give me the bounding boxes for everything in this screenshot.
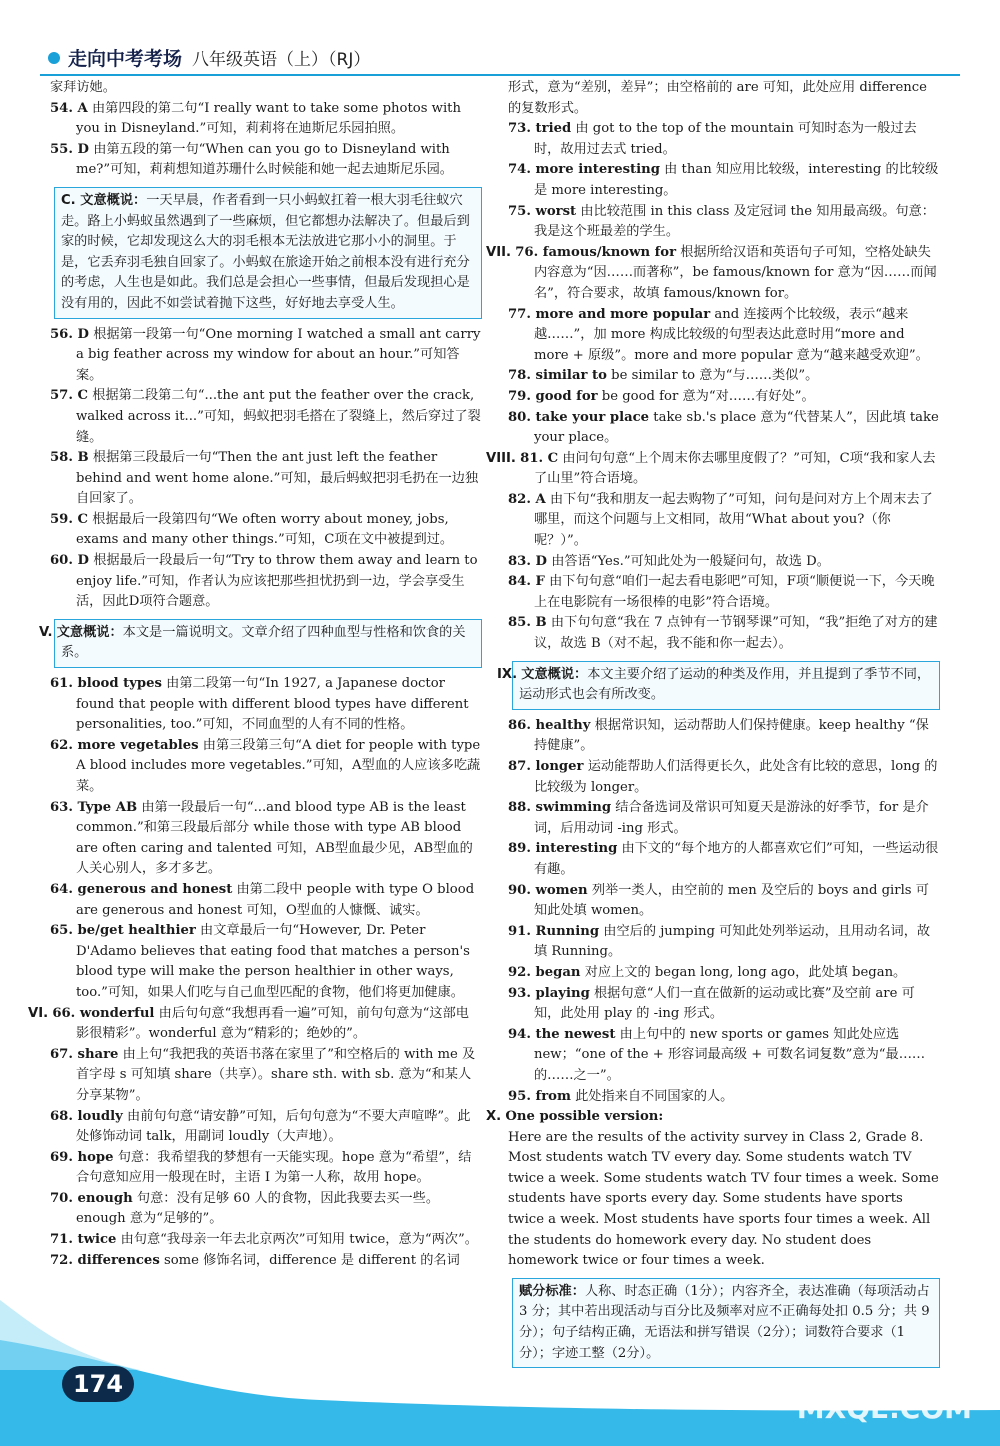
body-text: 根据第二段第二句“...the ant put the feather over the crack, walked across it...”可知，蚂蚁把羽毛搭在了裂缝上，然后穿过了裂缝。 [76, 388, 481, 445]
answer-item [50, 1045, 482, 1107]
answer-number: One possible version: [505, 1109, 664, 1125]
answer-number: 82. A [508, 491, 546, 507]
body-text: 由前句句意“请安静”可知，后句句意为“不要大声喧哗”。此处修饰动词 talk，用副词 loudly（大声地）。 [76, 1108, 471, 1145]
answer-number: 66. wonderful [52, 1005, 155, 1021]
answer-item [508, 922, 940, 963]
body-text: 由 got to the top of the mountain 可知时态为一般过去时，故用过去式 tried。 [534, 121, 917, 157]
watermark: MXQE.COM [796, 1392, 972, 1425]
answer-number: 55. D [50, 141, 89, 157]
answer-item [50, 386, 482, 448]
answer-item [50, 736, 482, 798]
answer-number: 59. C [50, 511, 89, 527]
answer-item [508, 490, 940, 552]
answer-number: 73. tried [508, 121, 572, 137]
body-text: 由 than 知应用比较级，interesting 的比较级是 more interesting。 [534, 162, 939, 198]
answer-number: 77. more and more popular [508, 306, 711, 322]
body-text: 此处指来自不同国家的人。 [575, 1088, 734, 1104]
body-text: 一天早晨，作者看到一只小蚂蚁扛着一根大羽毛往蚁穴走。路上小蚂蚁虽然遇到了一些麻烦，但它都想办法解决了。但最后到家的时候，它却发现这么大的羽毛根本无法放进它那小小的洞里。于是，它丢弃羽毛独自回家了。小蚂蚁在旅途开始之前根本没有进行充分的考虑，人生也是如此。我们总是会担心一些事情，但最后发现担心是没有用的，因此不如尝试着抛下这些，好好地去享受人生。 [61, 192, 470, 311]
answer-number: 76. famous/known for [515, 244, 677, 260]
answer-item [28, 1004, 482, 1045]
answer-number: 78. similar to [508, 368, 607, 384]
body-text: 根据第一段第一句“One morning I watched a small ant carry a big feather across my window for about an hour.”可知答案。 [76, 326, 481, 383]
answer-number: 92. began [508, 964, 581, 980]
answer-item [50, 1230, 482, 1251]
answer-number: 93. playing [508, 985, 590, 1001]
answer-item [508, 572, 940, 613]
answer-item [508, 408, 940, 449]
body-text: 列举一类人，由空前的 men 及空后的 boys and girls 可知此处填 women。 [534, 882, 929, 919]
answer-item [50, 921, 482, 1003]
left-column [28, 78, 482, 1271]
body-text: take sb.'s place 意为“代替某人”，因此填 take your place。 [534, 409, 939, 446]
body-text: 由下文的“每个地方的人都喜欢它们”可知，一些运动很有趣。 [534, 841, 939, 877]
box-heading: C. 文意概说： [61, 192, 147, 208]
body-text: 人称、时态正确（1分）；内容齐全，表达准确（每项活动占 3 分；其中若出现活动与百分比及频率对应不正确每处扣 0.5 分；共 9 分）；句子结构正确，无语法和拼写错误（2分）；词数符合要求（1分）；字迹工整（2分）。 [519, 1283, 930, 1361]
page-number: 174 [62, 1366, 134, 1402]
answer-item [508, 160, 940, 201]
answer-number: 54. A [50, 100, 88, 116]
body-text: 由问句句意“上个周末你去哪里度假了？”可知，C项“我和家人去了山里”符合语境。 [534, 450, 936, 487]
answer-number: 88. swimming [508, 800, 612, 816]
answer-number: 60. D [50, 553, 89, 569]
answer-number: 72. differences [50, 1252, 160, 1268]
body-text: 由第二段第一句“In 1927, a Japanese doctor found that people with different blood types have different personalities, too.”可知，不同血型的人有不同的性格。 [76, 676, 469, 733]
book-title: 走向中考考场 八年级英语（上）（RJ） [68, 48, 371, 70]
answer-number: 79. good for [508, 388, 598, 404]
answer-number: 70. enough [50, 1190, 133, 1206]
answer-number: 56. D [50, 326, 89, 342]
section-number: VIII. [486, 450, 516, 466]
body-text: 根据第三段最后一句“Then the ant just left the feather behind and went home alone.”可知，最后蚂蚁把羽毛扔在一边独自回家了。 [76, 450, 479, 507]
body-text: 由第五段的第一句“When can you go to Disneyland with me?”可知，莉莉想知道苏珊什么时候能和她一起去迪斯尼乐园。 [76, 141, 453, 178]
answer-item [508, 119, 940, 160]
answer-item [50, 674, 482, 736]
body-text: 根据最后一段第四句“We often worry about money, jobs, exams and many other things.”可知，C项在文中被提到过。 [76, 511, 454, 548]
answer-number: 95. from [508, 1088, 571, 1104]
answer-number: 57. C [50, 388, 89, 404]
answer-item [508, 1025, 940, 1087]
body-text: 由下句句意“咱们一起去看电影吧”可知，F项“顺便说一下，今天晚上在电影院有一场很棒的电影”符合语境。 [534, 574, 935, 610]
paragraph [50, 78, 482, 99]
paragraph [508, 78, 940, 119]
answer-item [50, 99, 482, 140]
body-text: 由下句“我和朋友一起去购物了”可知，问句是问对方上个周末去了哪里，而这个问题与上文相同，故用“What about you?（你呢？）”。 [534, 491, 933, 549]
body-text: 由空后的 jumping 可知此处列举运动，且用动名词，故填 Running。 [534, 923, 931, 960]
answer-number: 65. be/get healthier [50, 923, 196, 939]
body-text: 根据所给汉语和英语句子可知，空格处缺失内容意为“因……而著称”，be famous/known for 意为“因……而闻名”，符合要求，故填 famous/known for。 [534, 244, 937, 301]
answer-item [486, 243, 940, 305]
answer-number: 75. worst [508, 203, 577, 219]
body-text: 由下句句意“我在 7 点钟有一节钢琴课”可知，“我”拒绝了对方的建议，故选 B（对不起，我不能和你一起去）。 [534, 615, 938, 652]
body-text: and 连接两个比较级，表示“越来越……”，加 more 构成比较级的句型表达此意时用“more and more + 原级”。more and more popular 意为“越来越受欢迎”。 [534, 306, 929, 363]
answer-number: 86. healthy [508, 717, 591, 733]
answer-item [508, 1087, 940, 1108]
body-text: 由后句句意“我想再看一遍”可知，前句句意为“这部电影很精彩”。wonderful 意为“精彩的；绝妙的”。 [76, 1005, 469, 1042]
answer-item [508, 984, 940, 1025]
answer-number: 83. D [508, 553, 547, 569]
body-text: 根据常识知，运动帮助人们保持健康。keep healthy “保持健康”。 [534, 717, 929, 754]
answer-number: 94. the newest [508, 1026, 616, 1042]
body-text: 由第二段中 people with type O blood are generous and honest 可知，O型血的人慷慨、诚实。 [76, 881, 475, 918]
answer-item [508, 798, 940, 839]
answer-item [486, 449, 940, 490]
body-text: 由上句中的 new sports or games 知此处应选 new；“one of the + 形容词最高级 + 可数名词复数”意为“最……的……之一”。 [534, 1026, 926, 1083]
answer-number: 69. hope [50, 1149, 114, 1165]
answer-item [50, 880, 482, 921]
section-number: VII. [486, 244, 512, 260]
answer-number: 71. twice [50, 1232, 117, 1248]
section-number: VI. [28, 1005, 49, 1021]
body-text: 形式，意为“差别，差异”；由空格前的 are 可知，此处应用 difference 的复数形式。 [508, 80, 927, 116]
answer-number: 68. loudly [50, 1108, 123, 1124]
body-text: 运动能帮助人们活得更长久，此处含有比较的意思，long 的比较级为 longer。 [534, 759, 938, 795]
answer-item [508, 366, 940, 387]
summary-box [39, 619, 482, 668]
body-text: 由句意“我母亲一年去北京两次”可知用 twice，意为“两次”。 [120, 1232, 478, 1248]
summary-box [497, 661, 940, 710]
answer-item [508, 387, 940, 408]
summary-box [54, 187, 482, 319]
body-text: 家拜访她。 [50, 80, 116, 95]
answer-item [508, 202, 940, 243]
answer-number: 85. B [508, 615, 547, 631]
body-text: be good for 意为“对……有好处”。 [601, 388, 815, 404]
answer-number: 62. more vegetables [50, 737, 199, 753]
body-text: 本文是一篇说明文。文章介绍了四种血型与性格和饮食的关系。 [61, 624, 466, 661]
answer-number: 74. more interesting [508, 162, 660, 178]
answer-item [508, 963, 940, 984]
body-text: 根据句意“人们一直在做新的运动或比赛”及空前 are 可知，此处用 play 的 -ing 形式。 [534, 985, 915, 1022]
answer-item [508, 839, 940, 880]
header-rule [40, 74, 960, 76]
answer-number: 67. share [50, 1046, 119, 1062]
answer-number: 63. Type AB [50, 799, 138, 815]
answer-number: 58. B [50, 450, 89, 466]
paragraph [508, 1128, 940, 1272]
answer-item [50, 798, 482, 880]
answer-item [50, 551, 482, 613]
page-header [40, 40, 960, 74]
answer-item [508, 757, 940, 798]
body-text: 结合备选词及常识可知夏天是游泳的好季节，for 是介词，后用动词 -ing 形式。 [534, 800, 929, 836]
answer-item [50, 510, 482, 551]
answer-item [508, 881, 940, 922]
section-number: V. [39, 624, 53, 640]
body-text: 由比较范围 in this class 及定冠词 the 知用最高级。句意：我是这个班最差的学生。 [534, 203, 935, 240]
body-text: 根据最后一段最后一句“Try to throw them away and learn to enjoy life.”可知，作者认为应该把那些担忧扔到一边，学会享受生活，因此D项符合题意。 [76, 553, 478, 610]
body-text: Here are the results of the activity survey in Class 2, Grade 8. Most students watch TV every day. Some students watch TV twice a week. Some students watch TV four times a week. Some students have sports every day. Some students have sports twice a week. Most students have sports four times a week. All the students do homework every day. No student does homework twice or four times a week. [508, 1129, 939, 1269]
answer-number: 80. take your place [508, 409, 650, 425]
answer-item [50, 1251, 482, 1272]
body-text: 由第四段的第二句“I really want to take some photos with you in Disneyland.”可知，莉莉将在迪斯尼乐园拍照。 [76, 100, 461, 137]
answer-item [508, 552, 940, 573]
bullet-icon [48, 52, 60, 64]
answer-item [50, 448, 482, 510]
body-text: 本文主要介绍了运动的种类及作用，并且提到了季节不同，运动形式也会有所改变。 [519, 666, 931, 703]
book-subtitle: 八年级英语（上）（RJ） [192, 50, 371, 70]
answer-number: 87. longer [508, 759, 584, 774]
answer-number: 84. F [508, 574, 545, 590]
section-number: X. [486, 1109, 502, 1125]
right-column [486, 78, 940, 1374]
answer-item [50, 1189, 482, 1230]
body-text: 由第三段第三句“A diet for people with type A blood includes more vegetables.”可知，A型血的人应该多吃蔬菜。 [76, 737, 481, 794]
answer-item [508, 716, 940, 757]
answer-item [50, 1107, 482, 1148]
answer-number: 81. C [520, 450, 559, 466]
body-text: 由答语“Yes.”可知此处为一般疑问句，故选 D。 [551, 553, 830, 569]
answer-item [508, 613, 940, 654]
body-text: some 修饰名词，difference 是 different 的名词 [163, 1252, 460, 1268]
body-text: 由上句“我把我的英语书落在家里了”和空格后的 with me 及首字母 s 可知填 share（共享）。share sth. with sb. 意为“和某人分享某物”。 [76, 1046, 476, 1103]
answer-item [508, 305, 940, 367]
body-text: 由第一段最后一句“...and blood type AB is the least common.”和第三段最后部分 while those with type AB blood are often caring and talented 可知，AB型血最少见，AB型血的人关心别人，多才多艺。 [76, 799, 473, 877]
box-heading: 文意概说： [56, 624, 123, 640]
answer-number: 91. Running [508, 923, 600, 939]
answer-number: 90. women [508, 882, 588, 898]
body-text: 句意：没有足够 60 人的食物，因此我要去买一些。enough 意为“足够的”。 [76, 1190, 440, 1227]
body-text: 对应上文的 began long, long ago，此处填 began。 [584, 964, 907, 980]
answer-item [50, 140, 482, 181]
answer-item [486, 1107, 940, 1128]
answer-number: 61. blood types [50, 676, 162, 692]
body-text: 句意：我希望我的梦想有一天能实现。hope 意为“希望”，结合句意知应用一般现在时，主语 I 为第一人称，故用 hope。 [76, 1149, 472, 1186]
box-heading: 文意概说： [521, 666, 588, 682]
answer-number: 89. interesting [508, 841, 618, 857]
answer-item [50, 325, 482, 387]
answer-number: 64. generous and honest [50, 881, 233, 897]
body-text: be similar to 意为“与……类似”。 [611, 368, 819, 384]
answer-item [50, 1148, 482, 1189]
body-text: 由文章最后一句“However, Dr. Peter D'Adamo believes that eating food that matches a person's blood type will make the person healthier in other ways, too.”可知，如果人们吃与自己血型匹配的食物，他们将更加健康。 [76, 923, 470, 1000]
section-number: IX. [497, 666, 518, 682]
box-heading: 赋分标准： [519, 1283, 585, 1299]
